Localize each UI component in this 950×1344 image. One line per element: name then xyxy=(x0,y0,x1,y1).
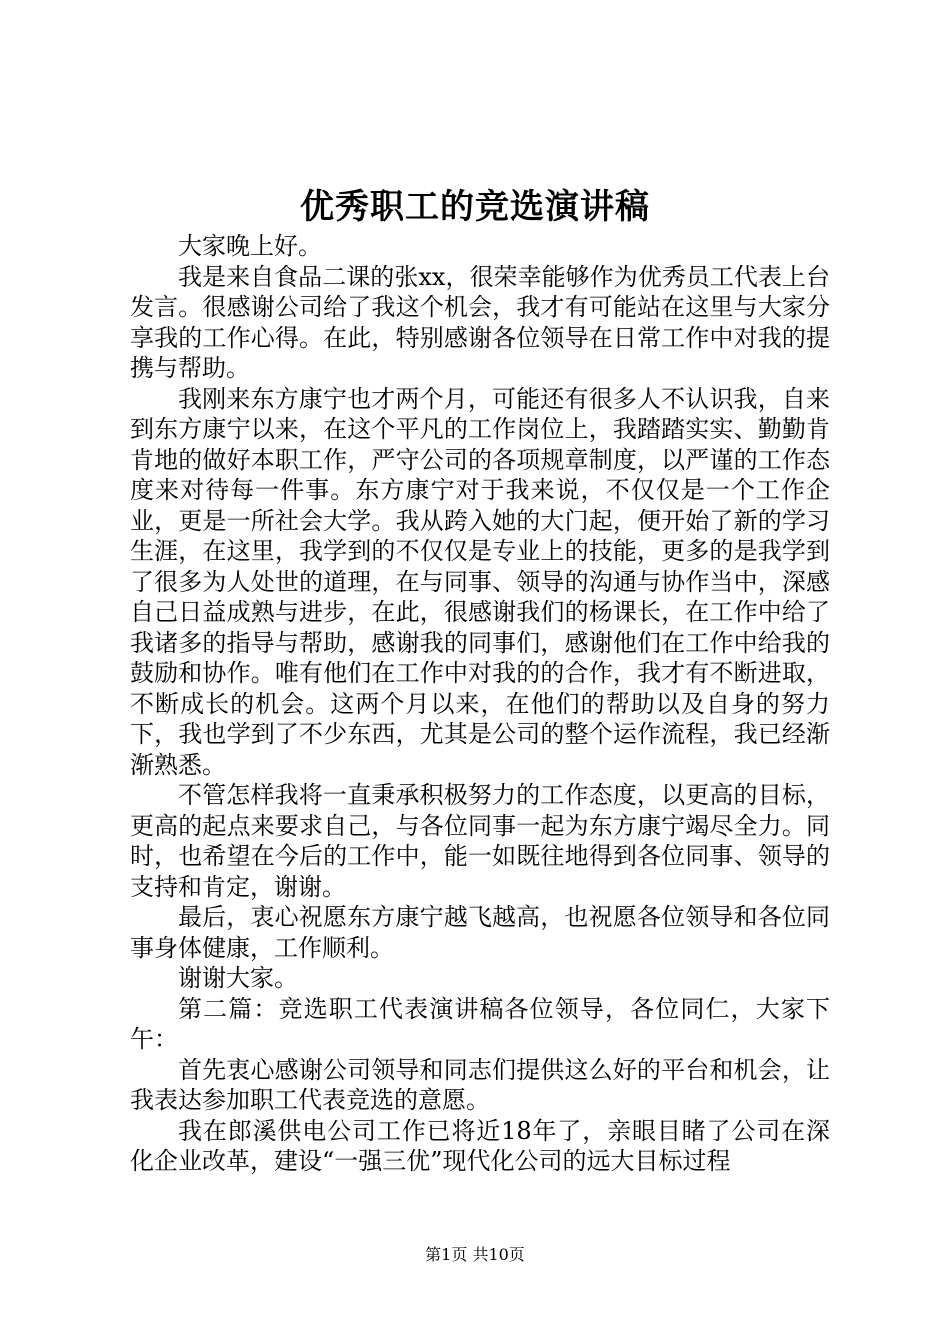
paragraph: 我刚来东方康宁也才两个月，可能还有很多人不认识我，自来到东方康宁以来，在这个平凡的工作岗位上，我踏踏实实、勤勤肯肯地的做好本职工作，严守公司的各项规章制度，以严谨的工作态度来对待每一件事。东方康宁对于我来说，不仅仅是一个工作企业，更是一所社会大学。我从跨入她的大门起，便开始了新的学习生涯，在这里，我学到的不仅仅是专业上的技能，更多的是我学到了很多为人处世的道理，在与同事、领导的沟通与协作当中，深感自己日益成熟与进步，在此，很感谢我们的杨课长，在工作中给了我诸多的指导与帮助，感谢我的同事们，感谢他们在工作中给我的鼓励和协作。唯有他们在工作中对我的的合作，我才有不断进取，不断成长的机会。这两个月以来，在他们的帮助以及自身的努力下，我也学到了不少东西，尤其是公司的整个运作流程，我已经渐渐熟悉。 xyxy=(130,384,830,779)
paragraph: 大家晚上好。 xyxy=(178,232,322,260)
document-body xyxy=(130,231,830,1177)
paragraph: 谢谢大家。 xyxy=(178,964,298,992)
document-title: 优秀职工的竞选演讲稿 xyxy=(300,187,650,227)
paragraph: 我在郎溪供电公司工作已将近18年了，亲眼目睹了公司在深化企业改革，建设“一强三优”现代化公司的远大目标过程 xyxy=(130,1116,830,1175)
page-number-footer: 第1页 共10页 xyxy=(425,1245,525,1264)
paragraph: 首先衷心感谢公司领导和同志们提供这么好的平台和机会，让我表达参加职工代表竞选的意愿。 xyxy=(130,1055,830,1114)
paragraph: 第二篇：竞选职工代表演讲稿各位领导，各位同仁，大家下午： xyxy=(130,994,830,1053)
paragraph: 不管怎样我将一直秉承积极努力的工作态度，以更高的目标，更高的起点来要求自己，与各位同事一起为东方康宁竭尽全力。同时，也希望在今后的工作中，能一如既往地得到各位同事、领导的支持和肯定，谢谢。 xyxy=(130,781,830,901)
paragraph: 最后，衷心祝愿东方康宁越飞越高，也祝愿各位领导和各位同事身体健康，工作顺利。 xyxy=(130,903,830,962)
paragraph: 我是来自食品二课的张xx，很荣幸能够作为优秀员工代表上台发言。很感谢公司给了我这个机会，我才有可能站在这里与大家分享我的工作心得。在此，特别感谢各位领导在日常工作中对我的提携与帮助。 xyxy=(130,262,830,382)
